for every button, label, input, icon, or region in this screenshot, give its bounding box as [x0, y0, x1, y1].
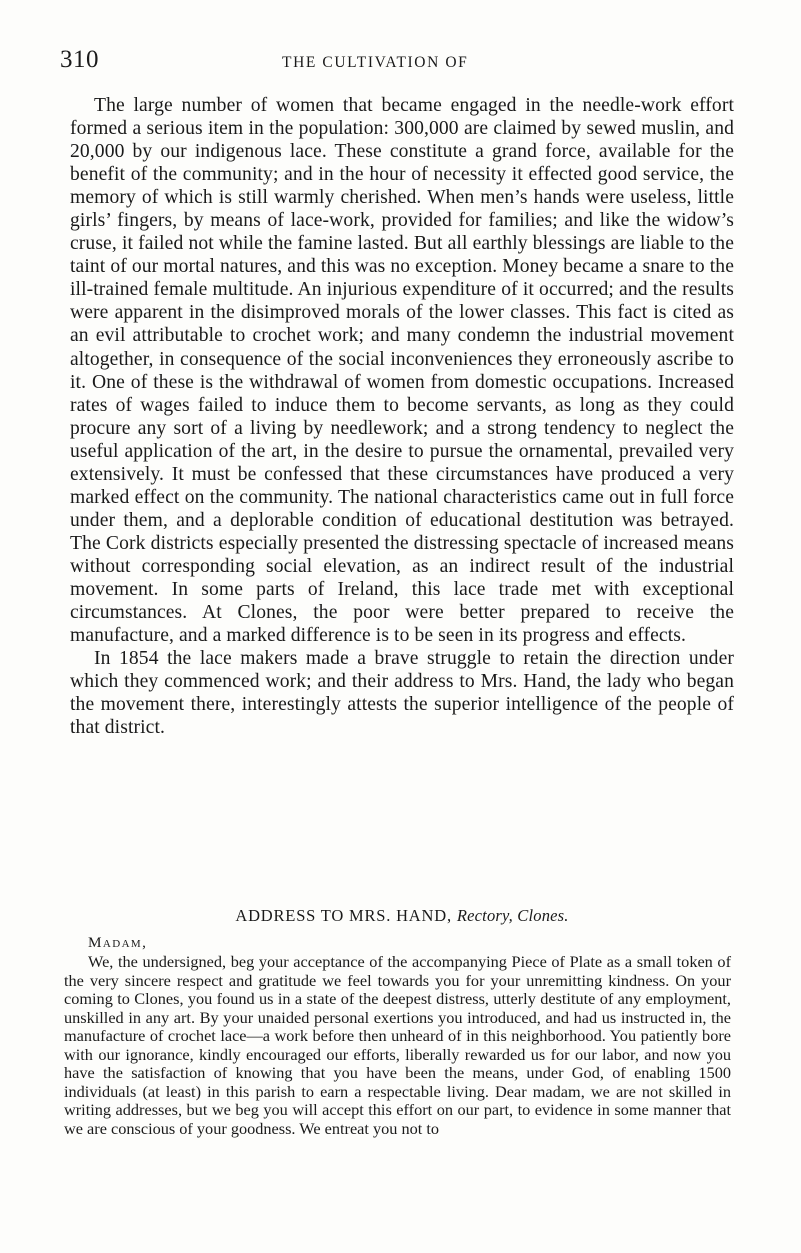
letter-paragraph: We, the undersigned, beg your acceptance of the accompanying Piece of Plate as a small token of the very sincere respect and gratitude we feel towards you for your unremitting kindness. On your coming to Clones, you found us in a state of the deepest distress, utterly destitute of any employment, unskilled in any art. By your unaided personal exertions you introduced, and had us instructed in, the manufacture of crochet lace—a work before then unheard of in this neighborhood. You patiently bore with our ignorance, kindly encouraged our efforts, liberally rewarded us for our labor, and now you have the satisfaction of knowing that you have been the means, under God, of enabling 1500 individuals (at least) in this parish to earn a respectable living. Dear madam, we are not skilled in writing addresses, but we beg you will accept this effort on our part, to evidence in some manner that we are conscious of your goodness. We entreat you not to: [64, 952, 731, 1138]
page-header: [60, 46, 740, 80]
body-text: [70, 94, 734, 739]
page-number: 310: [60, 46, 99, 73]
running-head: THE CULTIVATION OF: [282, 54, 469, 71]
section-heading-title: ADDRESS TO MRS. HAND,: [235, 906, 452, 925]
body-paragraph: In 1854 the lace makers made a brave struggle to retain the direction under which they commenced work; and their address to Mrs. Hand, the lady who began the movement there, interestingly attests the superior intelligence of the people of that district.: [70, 648, 734, 739]
address-letter: [64, 932, 731, 1138]
section-heading-place: Rectory, Clones.: [456, 906, 569, 925]
letter-salutation: Madam,: [88, 934, 148, 951]
body-paragraph: The large number of women that became engaged in the needle-work effort formed a serious item in the population: 300,000 are claimed by sewed muslin, and 20,000 by our indigenous lace. These constitute a grand force, available for the benefit of the community; and in the hour of necessity it effected good service, the memory of which is still warmly cherished. When men’s hands were useless, little girls’ fingers, by means of lace-work, provided for families; and like the widow’s cruse, it failed not while the famine lasted. But all earthly blessings are liable to the taint of our mortal natures, and this was no exception. Money became a snare to the ill-trained female multitude. An injurious expenditure of it occurred; and the results were apparent in the disimproved morals of the lower classes. This fact is cited as an evil attributable to crochet work; and many condemn the industrial movement altogether, in consequence of the social inconveniences they erroneously ascribe to it. One of these is the withdrawal of women from domestic occupations. Increased rates of wages failed to induce them to become servants, as long as they could procure any sort of a living by needlework; and a strong tendency to neglect the useful application of the art, in the desire to pursue the ornamental, prevailed very extensively. It must be confessed that these circumstances have produced a very marked effect on the community. The national characteristics came out in full force under them, and a deplorable condition of educational destitution was betrayed. The Cork districts especially presented the distressing spectacle of increased means without corresponding social elevation, as an indirect result of the industrial movement. In some parts of Ireland, this lace trade met with exceptional circumstances. At Clones, the poor were better prepared to receive the manufacture, and a marked difference is to be seen in its progress and effects.: [70, 95, 734, 647]
section-heading: [70, 906, 734, 926]
